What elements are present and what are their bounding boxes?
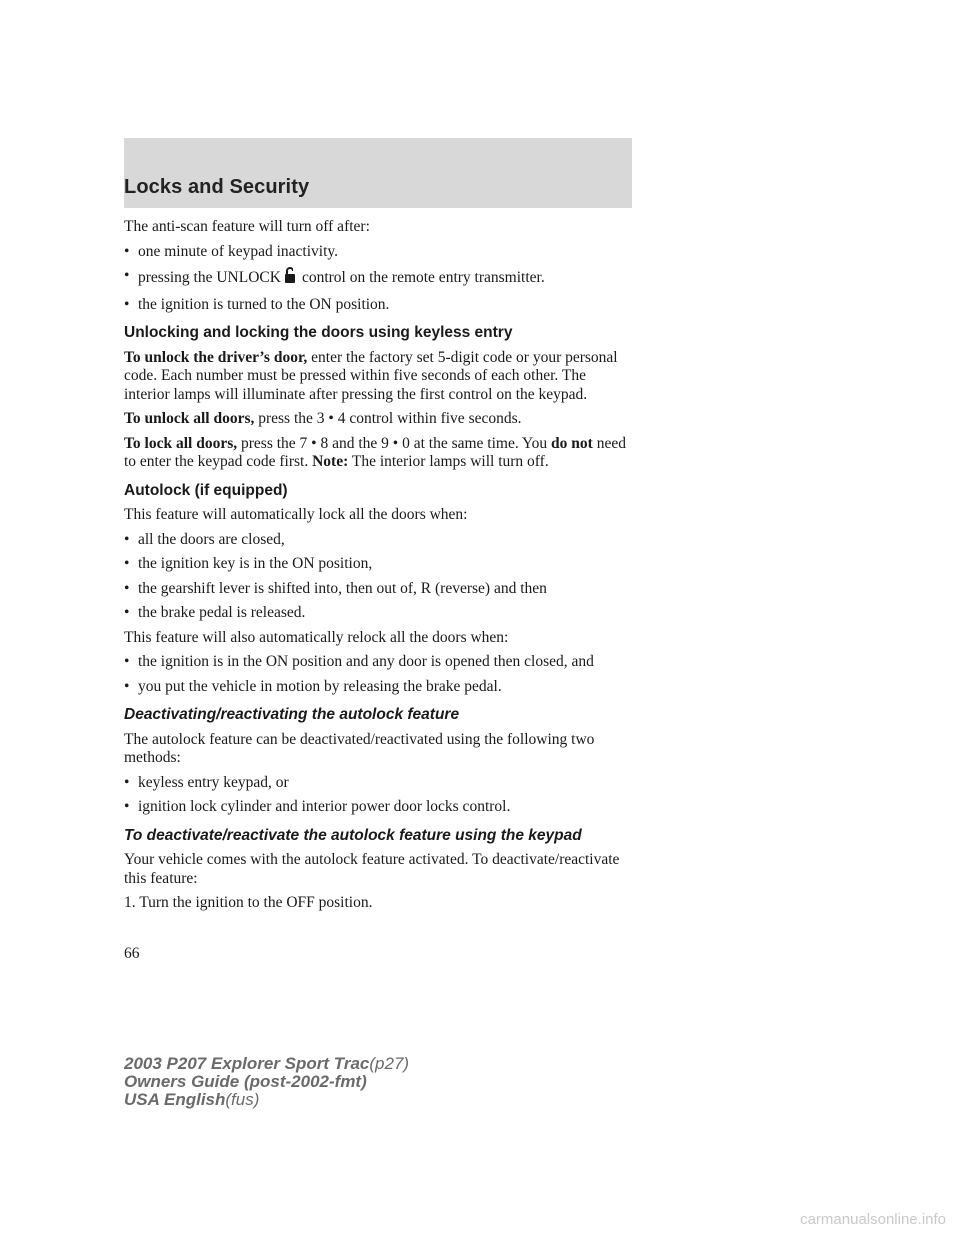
intro-text: The anti-scan feature will turn off after: bbox=[124, 218, 370, 235]
paragraph: 1. Turn the ignition to the OFF position. bbox=[124, 894, 373, 911]
paragraph: The autolock feature can be deactivated/reactivated using the following two methods: bbox=[124, 730, 595, 766]
page-title: Locks and Security bbox=[124, 176, 310, 198]
bullet-icon: • bbox=[124, 653, 130, 670]
bullet-icon: • bbox=[124, 242, 130, 260]
bullet-icon: • bbox=[124, 530, 130, 548]
list-item: • ignition lock cylinder and interior power door locks control. bbox=[124, 798, 511, 815]
section-heading: Unlocking and locking the doors using keyless entry bbox=[124, 324, 513, 341]
bullet-icon: • bbox=[124, 773, 130, 791]
bullet-icon: • bbox=[124, 295, 130, 313]
section-heading: Deactivating/reactivating the autolock feature bbox=[124, 706, 460, 723]
list-item: • the ignition is in the ON position and any door is opened then closed, and bbox=[124, 653, 594, 670]
list-item: • keyless entry keypad, or bbox=[124, 773, 289, 791]
list-item: • the gearshift lever is shifted into, then out of, R (reverse) and then bbox=[124, 579, 547, 597]
section-heading: Autolock (if equipped) bbox=[124, 481, 288, 499]
section-heading: To deactivate/reactivate the autolock feature using the keypad bbox=[124, 826, 582, 844]
list-item: • you put the vehicle in motion by releasing the brake pedal. bbox=[124, 677, 502, 695]
watermark: carmanualsonline.info bbox=[800, 1211, 946, 1228]
bullet-icon: • bbox=[124, 604, 130, 621]
paragraph: To unlock all doors, press the 3 • 4 control within five seconds. bbox=[124, 410, 522, 427]
list-item: • one minute of keypad inactivity. bbox=[124, 242, 339, 260]
list-item: • the ignition key is in the ON position, bbox=[124, 555, 373, 572]
footer-line-1: 2003 P207 Explorer Sport Trac(p27) bbox=[124, 1054, 410, 1073]
document-footer bbox=[124, 1055, 409, 1109]
list-item: • the ignition is turned to the ON position. bbox=[124, 295, 390, 313]
paragraph: To lock all doors, press the 7 • 8 and the 9 • 0 at the same time. You do not need to enter the keypad code first. Note: The interior lamps will turn off. bbox=[124, 434, 626, 470]
bullet-icon: • bbox=[124, 267, 130, 284]
paragraph: To unlock the driver’s door, enter the factory set 5-digit code or your personal code. Each number must be pressed within five seconds of each other. The interior lamps will illuminate after pressing the first control on the keypad. bbox=[124, 348, 618, 403]
list-item: • pressing the UNLOCK control on the remote entry transmitter. bbox=[124, 267, 634, 290]
bullet-icon: • bbox=[124, 579, 130, 597]
list-item: • all the doors are closed, bbox=[124, 530, 285, 548]
page-number: 66 bbox=[124, 945, 140, 962]
bullet-icon: • bbox=[124, 555, 130, 572]
bullet-icon: • bbox=[124, 798, 130, 815]
paragraph: Your vehicle comes with the autolock feature activated. To deactivate/reactivate this feature: bbox=[124, 851, 620, 887]
list-item: • the brake pedal is released. bbox=[124, 604, 306, 621]
paragraph: This feature will automatically lock all the doors when: bbox=[124, 506, 468, 523]
footer-line-3: USA English(fus) bbox=[124, 1090, 260, 1109]
paragraph: This feature will also automatically relock all the doors when: bbox=[124, 628, 509, 646]
unlock-icon bbox=[284, 267, 298, 290]
bullet-icon: • bbox=[124, 677, 130, 695]
footer-line-2: Owners Guide (post-2002-fmt) bbox=[124, 1072, 367, 1091]
page-content bbox=[124, 218, 634, 919]
